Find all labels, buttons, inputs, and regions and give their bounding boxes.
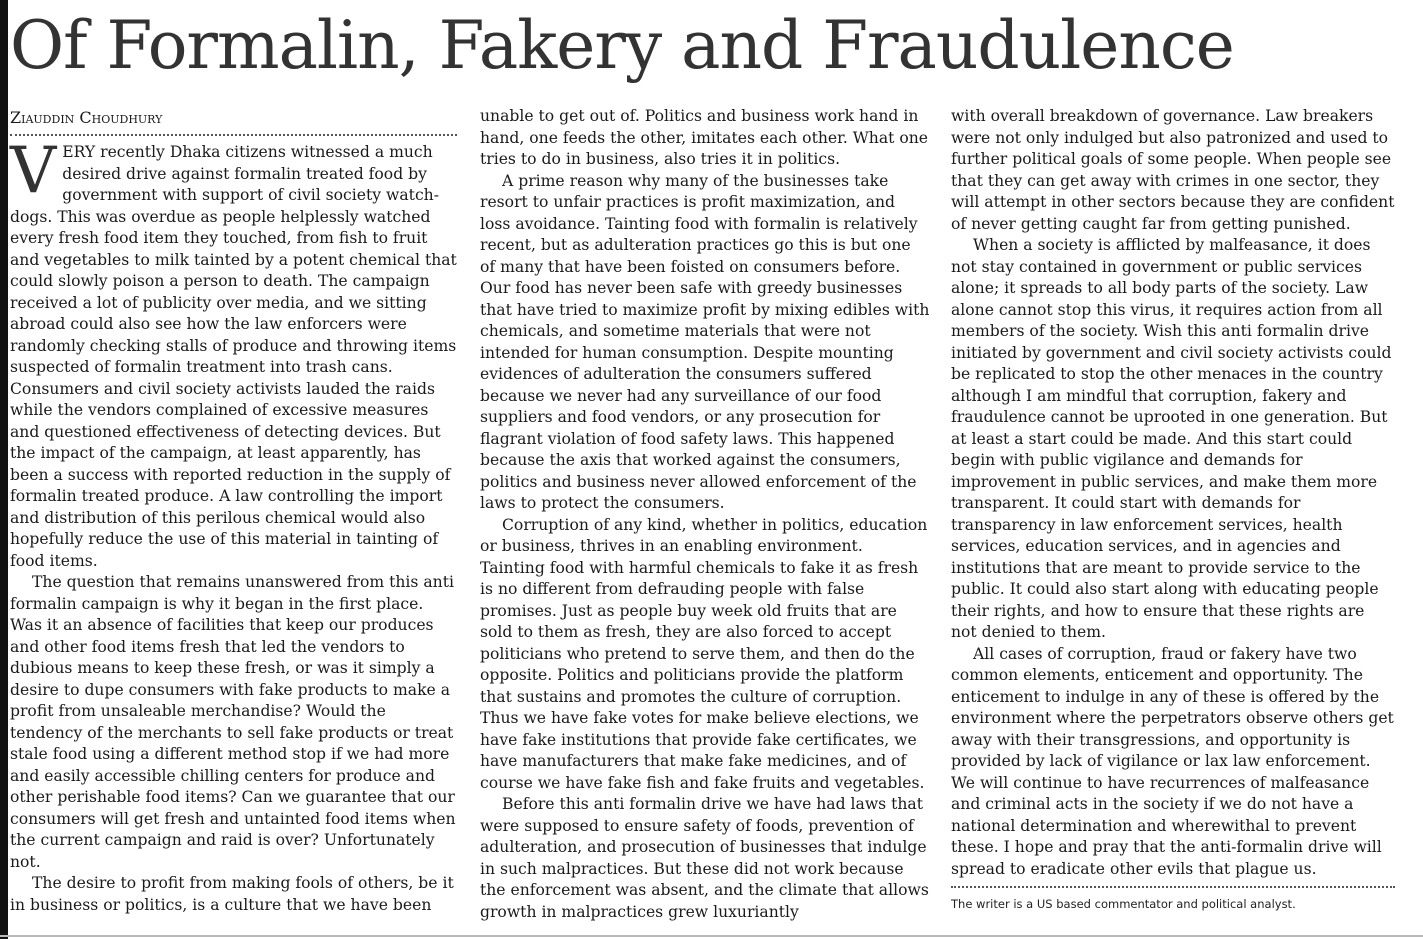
bottom-rule	[0, 935, 1423, 937]
byline-divider	[10, 134, 457, 136]
paragraph-6-continued: with overall breakdown of governance. Law breakers were not only indulged but also patronized and used to further political goals of some people. When people see that they can get away with crimes in one sector, they will attempt in other sectors because they are confident of never getting caught far from getting punished.	[951, 107, 1395, 233]
paragraph-4: A prime reason why many of the businesses take resort to unfair practices is profit maximization, and loss avoidance. Tainting food with formalin is relatively recent, but as adulteration practices go this is but one of many that have been foisted on consumers before. Our food has never been safe with greedy businesses that have tried to maximize profit by mixing edibles with chemicals, and sometime materials that were not intended for human consumption. Despite mounting evidences of adulteration the consumers suffered because we never had any surveillance of our food suppliers and food vendors, or any prosecution for flagrant violation of food safety laws. This happened because the axis that worked against the consumers, politics and business never allowed enforcement of the laws to protect the consumers.	[480, 171, 930, 512]
column-3	[951, 106, 1395, 912]
column-2	[480, 106, 930, 923]
paragraph-3: The desire to profit from making fools of others, be it in business or politics, is a culture that we have been	[10, 874, 454, 914]
paragraph-5: Corruption of any kind, whether in politics, education or business, thrives in an enabling environment. Tainting food with harmful chemicals to fake it as fresh is no different from defrauding people with false promises. Just as people buy week old fruits that are sold to them as fresh, they are also forced to accept politicians who pretend to serve them, and then do the opposite. Politics and politicians provide the platform that sustains and promotes the culture of corruption. Thus we have fake votes for make believe elections, we have fake institutions that provide fake certificates, we have manufacturers that make fake medicines, and of course we have fake fish and fake fruits and vegetables.	[480, 515, 928, 792]
left-edge-bar	[0, 0, 8, 939]
paragraph-2: The question that remains unanswered from this anti formalin campaign is why it began in the first place. Was it an absence of facilities that keep our produces and other food items fresh that led the vendors to dubious means to keep these fresh, or was it simply a desire to dupe consumers with fake products to make a profit from unsaleable merchandise? Would the tendency of the merchants to sell fake products or treat stale food using a different method stop if we had more and easily accessible chilling centers for produce and other perishable food items? Can we guarantee that our consumers will get fresh and untainted food items when the current campaign and raid is over? Unfortunately not.	[10, 573, 456, 871]
paragraph-7: When a society is afflicted by malfeasance, it does not stay contained in government or public services alone; it spreads to all body parts of the society. Law alone cannot stop this virus, it requires action from all members of the society. Wish this anti formalin drive initiated by government and civil society activists could be replicated to stop the other menaces in the country although I am mindful that corruption, fakery and fraudulence cannot be uprooted in one generation. But at least a start could be made. And this start could begin with public vigilance and demands for improvement in public services, and make them more transparent. It could start with demands for transparency in law enforcement services, health services, education services, and in agencies and institutions that are meant to provide service to the public. It could also start along with educating people their rights, and how to ensure that these rights are not denied to them.	[951, 236, 1392, 641]
paragraph-6: Before this anti formalin drive we have had laws that were supposed to ensure safety of foods, prevention of adulteration, and prosecution of businesses that indulge in such malpractices. But these did not work because the enforcement was absent, and the climate that allows growth in malpractices grew luxuriantly	[480, 795, 929, 921]
paragraph-1-text: ERY recently Dhaka citizens witnessed a much desired drive against formalin treated food by government with support of civil society watch-dogs. This was overdue as people helplessly watched every fresh food item they touched, from fish to fruit and vegetables to milk tainted by a potent chemical that could slowly poison a person to death. The campaign received a lot of publicity over media, and we sitting abroad could also see how the law enforcers were randomly checking stalls of produce and throwing items suspected of formalin treatment into trash cans. Consumers and civil society activists lauded the raids while the vendors complained of excessive measures and questioned effectiveness of detecting devices. But the impact of the campaign, at least apparently, has been a success with reported reduction in the supply of formalin treated produce. A law controlling the import and distribution of this perilous chemical would also hopefully reduce the use of this material in tainting of food items.	[10, 143, 457, 570]
author-note: The writer is a US based commentator and political analyst.	[951, 897, 1296, 911]
author-note-divider	[951, 886, 1395, 888]
paragraph-3-continued: unable to get out of. Politics and business work hand in hand, one feeds the other, imitates each other. What one tries to do in business, also tries it in politics.	[480, 107, 929, 168]
byline: Ziauddin Choudhury	[10, 108, 163, 127]
headline: Of Formalin, Fakery and Fraudulence	[10, 7, 1234, 84]
drop-cap: V	[10, 134, 57, 208]
paragraph-1	[10, 134, 457, 572]
paragraph-8: All cases of corruption, fraud or fakery have two common elements, enticement and opportunity. The enticement to indulge in any of these is offered by the environment where the perpetrators observe others get away with their transgressions, and opportunity is provided by lack of vigilance or lax law enforcement. We will continue to have recurrences of malfeasance and criminal acts in the society if we do not have a national determination and wherewithal to prevent these. I hope and pray that the anti-formalin drive will spread to eradicate other evils that plague us.	[951, 644, 1394, 878]
column-1	[10, 106, 457, 916]
